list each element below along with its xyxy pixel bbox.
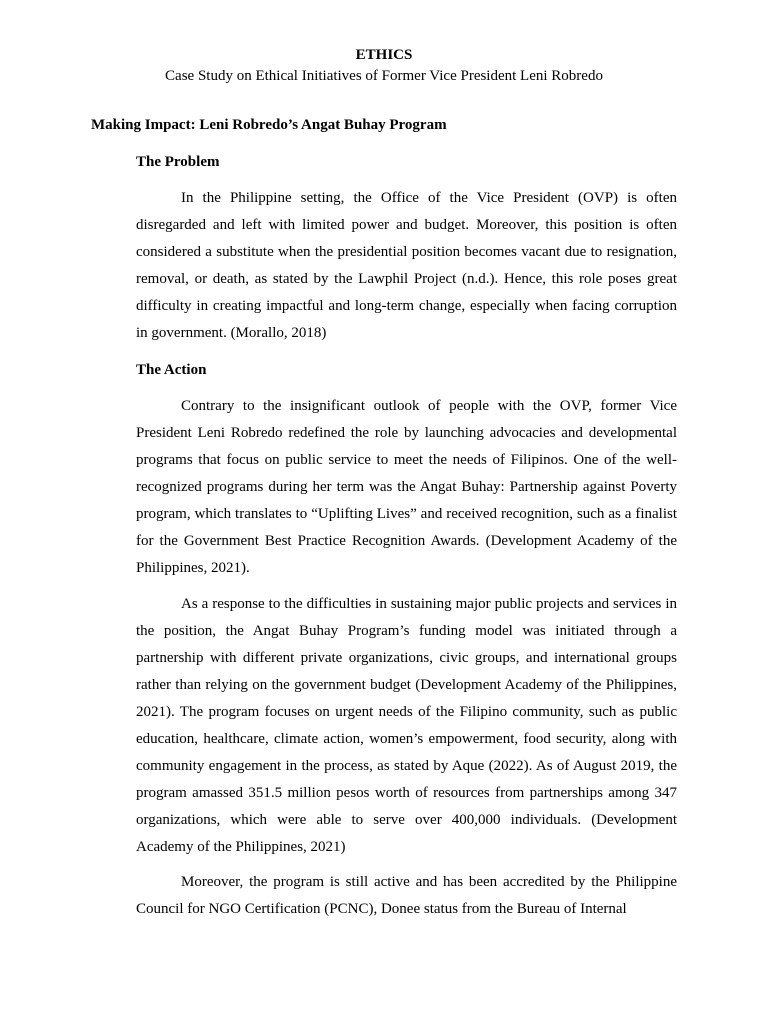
- action-paragraph-3: Moreover, the program is still active and has been accredited by the Philippine Council for NGO Certification (PCNC), Donee status from the Bureau of Internal: [136, 874, 677, 917]
- action-paragraph-1: Contrary to the insignificant outlook of people with the OVP, former Vice President Leni Robredo redefined the role by launching advocacies and developmental programs that focus on public service to meet the needs of Filipinos. One of the well-recognized programs during her term was the Angat Buhay: Partnership against Poverty program, which translates to “Uplifting Lives” and received recognition, such as a finalist for the Government Best Practice Recognition Awards. (Development Academy of the Philippines, 2021).: [136, 398, 677, 576]
- section-heading: Making Impact: Leni Robredo’s Angat Buhay Program: [91, 117, 447, 133]
- document-title: ETHICS: [355, 47, 413, 63]
- document-subtitle: Case Study on Ethical Initiatives of Former Vice President Leni Robredo: [165, 68, 603, 84]
- action-heading: The Action: [136, 362, 207, 378]
- problem-heading: The Problem: [136, 154, 220, 170]
- action-paragraph-2: As a response to the difficulties in sustaining major public projects and services in the position, the Angat Buhay Program’s funding model was initiated through a partnership with different private organizations, civic groups, and international groups rather than relying on the government budget (Development Academy of the Philippines, 2021). The program focuses on urgent needs of the Filipino community, such as public education, healthcare, climate action, women’s empowerment, food security, along with community engagement in the process, as stated by Aque (2022). As of August 2019, the program amassed 351.5 million pesos worth of resources from partnerships among 347 organizations, which were able to serve over 400,000 individuals. (Development Academy of the Philippines, 2021): [136, 596, 677, 855]
- problem-paragraph: In the Philippine setting, the Office of the Vice President (OVP) is often disregarded and left with limited power and budget. Moreover, this position is often considered a substitute when the presidential position becomes vacant due to resignation, removal, or death, as stated by the Lawphil Project (n.d.). Hence, this role poses great difficulty in creating impactful and long-term change, especially when facing corruption in government. (Morallo, 2018): [136, 190, 677, 341]
